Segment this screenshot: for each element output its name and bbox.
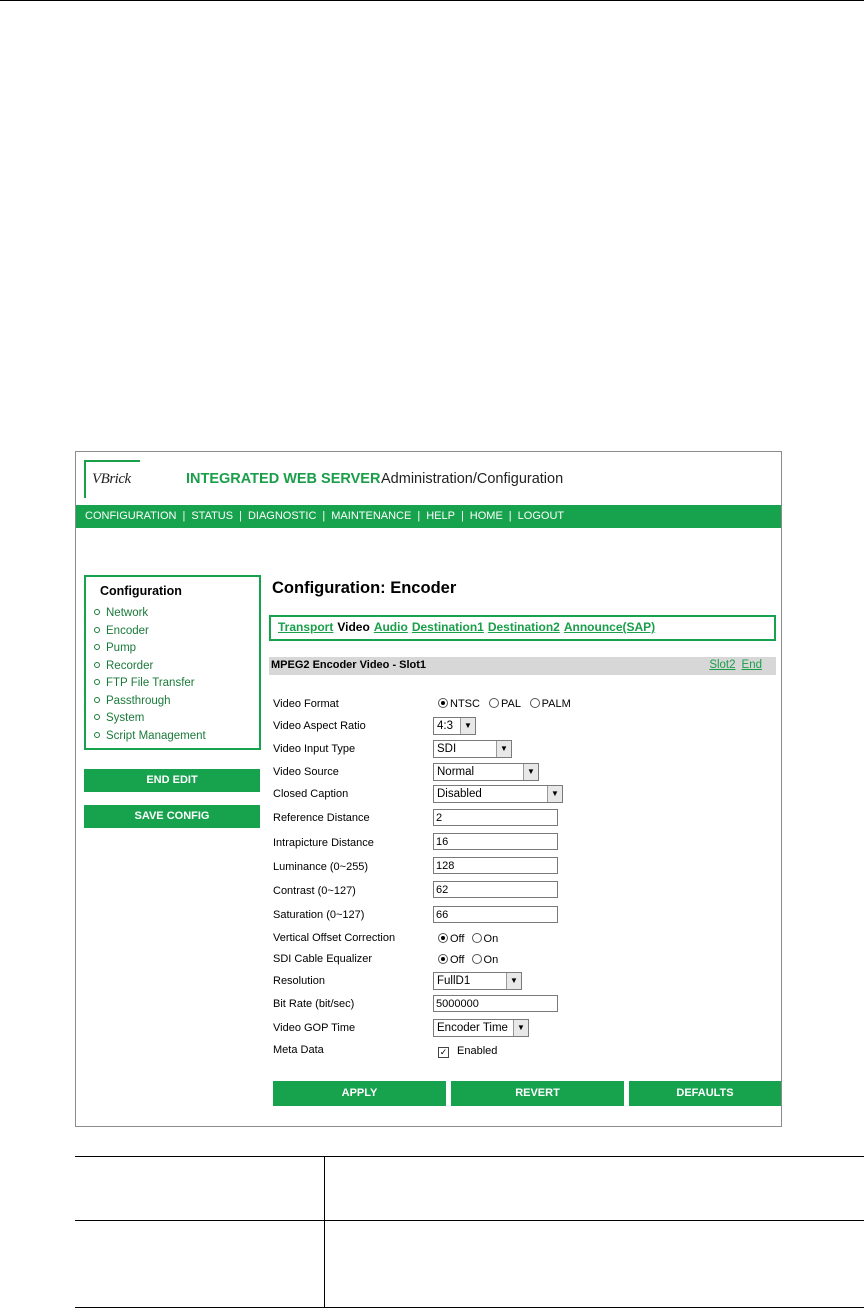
bullet-icon: [94, 714, 100, 720]
nav-separator: |: [460, 510, 464, 522]
sidebar-item-script-management[interactable]: Script Management: [94, 728, 206, 746]
nav-separator: |: [239, 510, 242, 522]
luminance-label: Luminance (0~255): [273, 861, 369, 873]
bullet-icon: [94, 644, 100, 650]
radio-vertical-offset-on[interactable]: [472, 933, 482, 943]
meta-data-label: Meta Data: [273, 1044, 324, 1056]
closed-caption-label: Closed Caption: [273, 788, 349, 800]
tab-bar: [269, 615, 776, 641]
sidebar-item-passthrough[interactable]: Passthrough: [94, 693, 206, 711]
tab-video: Video: [337, 620, 370, 634]
bit-rate-input[interactable]: 5000000: [433, 995, 558, 1012]
saturation-input[interactable]: 66: [433, 906, 558, 923]
main-nav: [76, 505, 781, 528]
nav-help[interactable]: HELP: [426, 510, 455, 522]
aspect-ratio-select[interactable]: 4:3 ▼: [433, 717, 476, 735]
dropdown-arrow-icon: ▼: [513, 1020, 528, 1036]
nav-maintenance[interactable]: MAINTENANCE: [331, 510, 412, 522]
revert-button[interactable]: REVERT: [451, 1081, 624, 1106]
dropdown-arrow-icon: ▼: [496, 741, 511, 757]
brand-subtitle: Administration/Configuration: [381, 471, 564, 487]
input-type-select[interactable]: SDI ▼: [433, 740, 512, 758]
resolution-select[interactable]: FullD1 ▼: [433, 972, 522, 990]
sidebar: [84, 575, 261, 750]
input-type-label: Video Input Type: [273, 743, 356, 755]
sidebar-item-ftp-file-transfer[interactable]: FTP File Transfer: [94, 675, 206, 693]
reference-distance-input[interactable]: 2: [433, 809, 558, 826]
aspect-ratio-label: Video Aspect Ratio: [273, 720, 366, 732]
meta-data-checkbox-group: ✓ Enabled: [439, 1045, 498, 1057]
nav-home[interactable]: HOME: [469, 510, 503, 522]
bullet-icon: [94, 609, 100, 615]
radio-vertical-offset-off[interactable]: [438, 933, 448, 943]
video-format-label: Video Format: [273, 698, 339, 710]
gop-time-label: Video GOP Time: [273, 1022, 356, 1034]
end-link[interactable]: End: [741, 659, 762, 671]
nav-separator: |: [322, 510, 326, 522]
slot2-link[interactable]: Slot2: [709, 659, 736, 671]
intrapicture-distance-label: Intrapicture Distance: [273, 837, 374, 849]
apply-button[interactable]: APPLY: [273, 1081, 446, 1106]
end-edit-button[interactable]: END EDIT: [84, 769, 260, 792]
bullet-icon: [94, 679, 100, 685]
sidebar-item-pump[interactable]: Pump: [94, 640, 206, 658]
closed-caption-select[interactable]: Disabled ▼: [433, 785, 563, 803]
reference-distance-label: Reference Distance: [273, 812, 370, 824]
sdi-equalizer-radios: Off On: [438, 954, 498, 966]
table-column-divider: [324, 1156, 325, 1308]
page-top-rule: [0, 0, 864, 1]
document-table: [75, 1156, 864, 1308]
nav-separator: |: [182, 510, 186, 522]
section-title: MPEG2 Encoder Video - Slot1: [271, 659, 427, 671]
vertical-offset-label: Vertical Offset Correction: [273, 932, 396, 944]
gop-time-select[interactable]: Encoder Time ▼: [433, 1019, 529, 1037]
table-rule: [75, 1220, 864, 1221]
bullet-icon: [94, 627, 100, 633]
tab-destination2[interactable]: Destination2: [487, 620, 560, 634]
web-server-screenshot: [75, 451, 782, 1127]
save-config-button[interactable]: SAVE CONFIG: [84, 805, 260, 828]
contrast-input[interactable]: 62: [433, 881, 558, 898]
intrapicture-distance-input[interactable]: 16: [433, 833, 558, 850]
video-source-select[interactable]: Normal ▼: [433, 763, 539, 781]
dropdown-arrow-icon: ▼: [523, 764, 538, 780]
sidebar-list: [94, 605, 206, 745]
sidebar-title: Configuration: [100, 584, 182, 598]
sdi-equalizer-label: SDI Cable Equalizer: [273, 953, 373, 965]
section-header: [269, 657, 776, 675]
bit-rate-label: Bit Rate (bit/sec): [273, 998, 355, 1010]
tab-audio[interactable]: Audio: [373, 620, 408, 634]
radio-sdi-equalizer-off[interactable]: [438, 954, 448, 964]
defaults-button[interactable]: DEFAULTS: [629, 1081, 781, 1106]
tab-destination1[interactable]: Destination1: [411, 620, 484, 634]
video-source-label: Video Source: [273, 766, 339, 778]
nav-separator: |: [508, 510, 512, 522]
radio-palm[interactable]: [530, 698, 540, 708]
resolution-label: Resolution: [273, 975, 325, 987]
sidebar-item-network[interactable]: Network: [94, 605, 206, 623]
luminance-input[interactable]: 128: [433, 857, 558, 874]
bullet-icon: [94, 662, 100, 668]
dropdown-arrow-icon: ▼: [506, 973, 521, 989]
radio-ntsc[interactable]: [438, 698, 448, 708]
header: [76, 452, 781, 504]
meta-data-checkbox[interactable]: ✓: [439, 1047, 448, 1057]
radio-pal[interactable]: [489, 698, 499, 708]
dropdown-arrow-icon: ▼: [460, 718, 475, 734]
dropdown-arrow-icon: ▼: [547, 786, 562, 802]
nav-separator: |: [417, 510, 421, 522]
brand-title: INTEGRATED WEB SERVER: [186, 471, 381, 487]
video-format-radios: NTSC PAL PALM: [438, 698, 571, 710]
table-rule: [75, 1156, 864, 1157]
sidebar-item-recorder[interactable]: Recorder: [94, 658, 206, 676]
sidebar-item-encoder[interactable]: Encoder: [94, 623, 206, 641]
saturation-label: Saturation (0~127): [273, 909, 365, 921]
vertical-offset-radios: Off On: [438, 933, 498, 945]
slot-links: [703, 659, 762, 671]
radio-sdi-equalizer-on[interactable]: [472, 954, 482, 964]
nav-status[interactable]: STATUS: [191, 510, 234, 522]
vbrick-logo: [84, 460, 140, 498]
tab-transport[interactable]: Transport: [278, 620, 334, 634]
nav-diagnostic[interactable]: DIAGNOSTIC: [247, 510, 317, 522]
bullet-icon: [94, 697, 100, 703]
contrast-label: Contrast (0~127): [273, 885, 356, 897]
bullet-icon: [94, 732, 100, 738]
sidebar-item-system[interactable]: System: [94, 710, 206, 728]
logo-text: VBrick: [92, 471, 131, 487]
tab-announce-sap[interactable]: Announce(SAP): [563, 620, 656, 634]
page-title: Configuration: Encoder: [272, 579, 457, 597]
nav-configuration[interactable]: CONFIGURATION: [85, 510, 177, 522]
nav-logout[interactable]: LOGOUT: [517, 510, 565, 522]
